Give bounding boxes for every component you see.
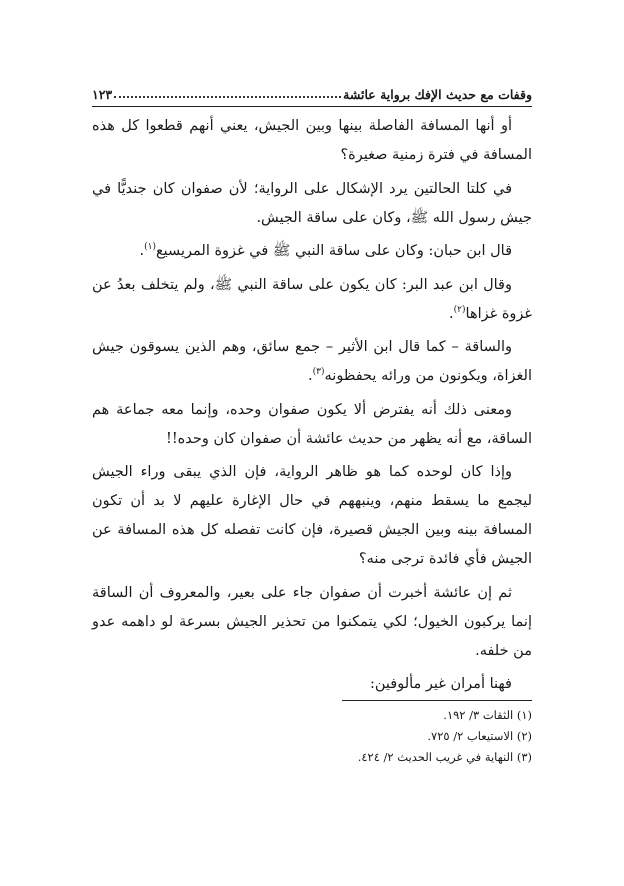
paragraph-7: وإذا كان لوحده كما هو ظاهر الرواية، فإن الذي يبقى وراء الجيش ليجمع ما يسقط منهم، وينبههم في حال الإغارة عليهم لا بد أن تكون المسافة بينه وبين الجيش قصيرة، فإن كانت تفصله كل هذه المسافة عن الجيش فأي فائدة ترجى منه؟ <box>92 464 532 567</box>
paragraph-6: ومعنى ذلك أنه يفترض ألا يكون صفوان وحده، وإنما معه جماعة هم الساقة، مع أنه يظهر من حديث عائشة أن صفوان كان وحده!! <box>92 401 532 447</box>
footnote-ref-3: (٣) <box>312 367 325 378</box>
footnotes <box>92 705 532 768</box>
footnote-separator <box>342 700 532 701</box>
paragraph-1: أو أنها المسافة الفاصلة بينها وبين الجيش، يعني أنهم قطعوا كل هذه المسافة في فترة زمنية صغيرة؟ <box>92 118 532 163</box>
paragraph-2: في كلتا الحالتين يرد الإشكال على الرواية؛ لأن صفوان كان جنديًّا في جيش رسول الله ﷺ، وكان على ساقة الجيش. <box>92 180 532 226</box>
header-title: وقفات مع حديث الإفك برواية عائشة <box>343 87 532 102</box>
footnote-ref-2: (٢) <box>453 304 466 315</box>
header-dot-leader <box>114 96 341 98</box>
header-rule <box>92 106 532 107</box>
paragraph-3: قال ابن حبان: وكان على ساقة النبي ﷺ في غزوة المريسيع$^{(١)}$. <box>139 242 512 259</box>
footnote-1: (١) الثقات ٣/ ١٩٢. <box>443 708 532 722</box>
main-text <box>92 112 532 704</box>
footnote-3: (٣) النهاية في غريب الحديث ٢/ ٤٢٤. <box>357 750 532 764</box>
footnote-2: (٢) الاستيعاب ٢/ ٧٢٥. <box>427 729 532 743</box>
paragraph-5: والساقة – كما قال ابن الأثير – جمع سائق، وهم الذين يسوقون جيش الغزاة، ويكونون من ورائه يحفظونه$^{(٣)}$. <box>92 339 532 384</box>
page-number: ١٢٣ <box>92 87 113 102</box>
paragraph-8: ثم إن عائشة أخبرت أن صفوان جاء على بعير، والمعروف أن الساقة إنما يركبون الخيول؛ لكي يتمكنوا من تحذير الجيش بسرعة لو داهمه عدو من خلفه. <box>92 584 532 659</box>
footnote-ref-1: (١) <box>144 242 156 253</box>
paragraph-9: فهنا أمران غير مألوفين: <box>370 676 512 692</box>
paragraph-4: وقال ابن عبد البر: كان يكون على ساقة النبي ﷺ، ولم يتخلف بعدُ عن غزوة غزاها$^{(٢)}$. <box>92 276 532 322</box>
running-header <box>92 82 532 102</box>
